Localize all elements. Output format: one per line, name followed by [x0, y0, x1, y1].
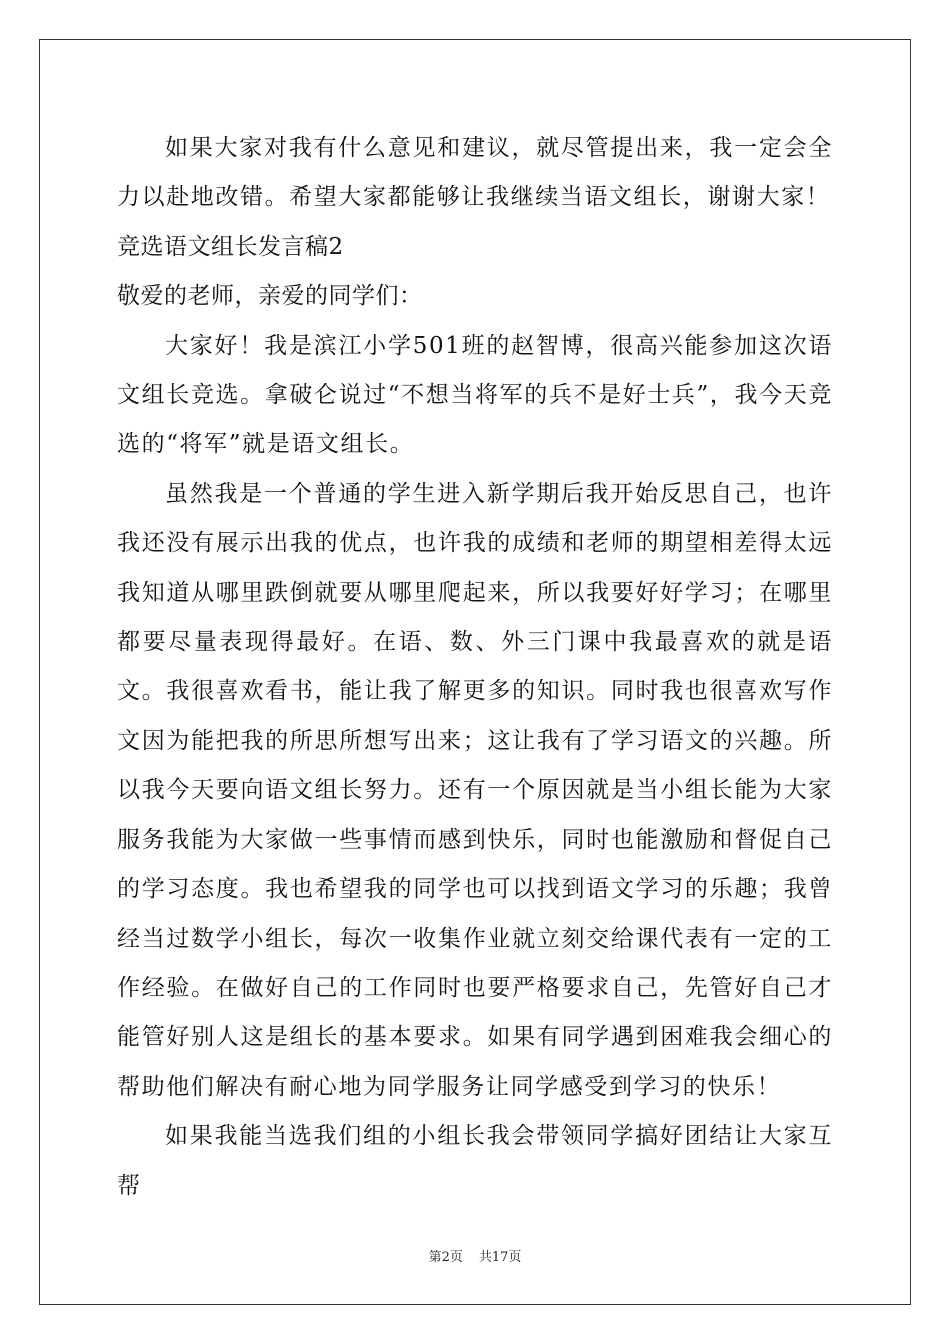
page-footer — [0, 1246, 950, 1265]
paragraph-3: 虽然我是一个普通的学生进入新学期后我开始反思自己，也许我还没有展示出我的优点，也许我的成绩和老师的期望相差得太远我知道从哪里跌倒就要从哪里爬起来，所以我要好好学习；在哪里都要尽量表现得最好。在语、数、外三门课中我最喜欢的就是语文。我很喜欢看书，能让我了解更多的知识。同时我也很喜欢写作文因为能把我的所思所想写出来；这让我有了学习语文的兴趣。所以我今天要向语文组长努力。还有一个原因就是当小组长能为大家服务我能为大家做一些事情而感到快乐，同时也能激励和督促自己的学习态度。我也希望我的同学也可以找到语文学习的乐趣；我曾经当过数学小组长，每次一收集作业就立刻交给课代表有一定的工作经验。在做好自己的工作同时也要严格要求自己，先管好自己才能管好别人这是组长的基本要求。如果有同学遇到困难我会细心的帮助他们解决有耐心地为同学服务让同学感受到学习的快乐！ — [117, 480, 833, 1100]
paragraph-2: 大家好！我是滨江小学501班的赵智博，很高兴能参加这次语文组长竞选。拿破仑说过“不想当将军的兵不是好士兵”，我今天竞选的“将军”就是语文组长。 — [117, 332, 833, 458]
paragraph-1: 如果大家对我有什么意见和建议，就尽管提出来，我一定会全力以赴地改错。希望大家都能够让我继续当语文组长，谢谢大家！ — [117, 135, 833, 211]
page-total: 共17页 — [478, 1250, 522, 1265]
section-heading: 竞选语文组长发言稿2 — [117, 233, 344, 260]
document-body — [117, 124, 833, 1211]
page-number: 第2页 — [428, 1250, 463, 1265]
salutation: 敬爱的老师，亲爱的同学们： — [117, 283, 423, 310]
paragraph-4: 如果我能当选我们组的小组长我会带领同学搞好团结让大家互帮 — [117, 1123, 833, 1199]
